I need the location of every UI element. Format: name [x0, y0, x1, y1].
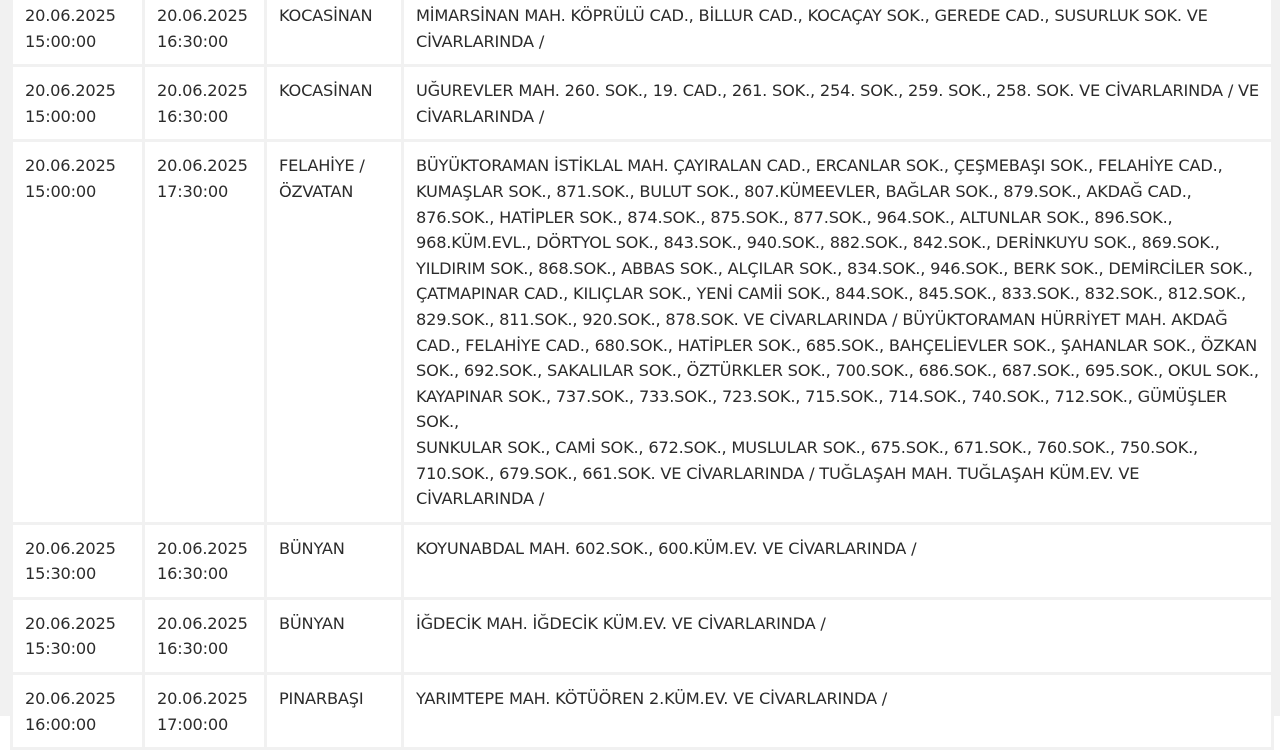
start-cell	[13, 600, 142, 672]
address-line: SUNKULAR SOK., CAMİ SOK., 672.SOK., MUSLULAR SOK., 675.SOK., 671.SOK., 760.SOK., 750.SOK.,	[416, 437, 1199, 457]
address-line: CİVARLARINDA /	[416, 106, 545, 126]
district-cell	[267, 0, 401, 64]
district-name: KOCASİNAN	[279, 81, 373, 101]
end-cell	[145, 142, 264, 521]
start-date: 20.06.2025	[25, 6, 116, 25]
end-cell	[145, 600, 264, 672]
end-date: 20.06.2025	[157, 6, 248, 25]
start-date: 20.06.2025	[25, 613, 116, 633]
table-row	[13, 675, 1271, 747]
district-name: ÖZVATAN	[279, 181, 354, 201]
start-time: 15:00:00	[25, 106, 97, 126]
end-cell	[145, 0, 264, 64]
address-line: 968.KÜM.EVL., DÖRTYOL SOK., 843.SOK., 940.SOK., 882.SOK., 842.SOK., DERİNKUYU SOK., 869.SOK.,	[416, 233, 1220, 253]
start-time: 16:00:00	[25, 714, 97, 734]
district-name: FELAHİYE /	[279, 156, 365, 176]
address-line: 710.SOK., 679.SOK., 661.SOK. VE CİVARLARINDA / TUĞLAŞAH MAH. TUĞLAŞAH KÜM.EV. VE	[416, 463, 1140, 483]
address-cell	[404, 67, 1271, 139]
table-body	[13, 0, 1271, 747]
address-cell	[404, 525, 1271, 597]
address-cell	[404, 600, 1271, 672]
address-line: CİVARLARINDA /	[416, 489, 545, 509]
district-cell	[267, 142, 401, 521]
address-line: UĞUREVLER MAH. 260. SOK., 19. CAD., 261. SOK., 254. SOK., 259. SOK., 258. SOK. VE CİVARLARINDA / VE	[416, 81, 1259, 101]
address-line: KUMAŞLAR SOK., 871.SOK., BULUT SOK., 807.KÜMEEVLER, BAĞLAR SOK., 879.SOK., AKDAĞ CAD.,	[416, 181, 1192, 201]
table-row	[13, 0, 1271, 64]
end-date: 20.06.2025	[157, 156, 248, 176]
end-time: 16:30:00	[157, 564, 229, 584]
district-cell	[267, 675, 401, 747]
start-time: 15:00:00	[25, 181, 97, 201]
start-cell	[13, 142, 142, 521]
start-time: 15:30:00	[25, 639, 97, 659]
district-name: BÜNYAN	[279, 538, 345, 558]
district-name: BÜNYAN	[279, 613, 345, 633]
district-name: PINARBAŞI	[279, 689, 364, 709]
end-date: 20.06.2025	[157, 689, 248, 709]
start-cell	[13, 67, 142, 139]
end-time: 16:30:00	[157, 106, 229, 126]
address-cell	[404, 142, 1271, 521]
district-cell	[267, 67, 401, 139]
end-date: 20.06.2025	[157, 613, 248, 633]
start-time: 15:30:00	[25, 564, 97, 584]
end-cell	[145, 525, 264, 597]
address-line: YARIMTEPE MAH. KÖTÜÖREN 2.KÜM.EV. VE CİVARLARINDA /	[416, 689, 888, 709]
end-cell	[145, 67, 264, 139]
start-cell	[13, 525, 142, 597]
start-time: 15:00:00	[25, 31, 97, 51]
address-line: CAD., FELAHİYE CAD., 680.SOK., HATİPLER SOK., 685.SOK., BAHÇELİEVLER SOK., ŞAHANLAR SOK., ÖZKAN	[416, 335, 1258, 355]
address-line: SOK., 692.SOK., SAKALILAR SOK., ÖZTÜRKLER SOK., 700.SOK., 686.SOK., 687.SOK., 695.SOK., OKUL SOK.,	[416, 361, 1259, 381]
table-row	[13, 600, 1271, 672]
address-cell	[404, 0, 1271, 64]
end-date: 20.06.2025	[157, 538, 248, 558]
district-name: KOCASİNAN	[279, 6, 373, 25]
address-line-spacer	[416, 712, 1259, 738]
district-cell	[267, 600, 401, 672]
start-date: 20.06.2025	[25, 156, 116, 176]
address-line: YILDIRIM SOK., 868.SOK., ABBAS SOK., ALÇILAR SOK., 834.SOK., 946.SOK., BERK SOK., DEMİRCİLER SOK.,	[416, 258, 1253, 278]
address-line: 876.SOK., HATİPLER SOK., 874.SOK., 875.SOK., 877.SOK., 964.SOK., ALTUNLAR SOK., 896.SOK.,	[416, 207, 1173, 227]
address-line: KOYUNABDAL MAH. 602.SOK., 600.KÜM.EV. VE CİVARLARINDA /	[416, 538, 917, 558]
end-time: 16:30:00	[157, 31, 229, 51]
address-line: KAYAPINAR SOK., 737.SOK., 733.SOK., 723.SOK., 715.SOK., 714.SOK., 740.SOK., 712.SOK., GÜMÜŞLER SOK.,	[416, 386, 1227, 432]
table-row	[13, 142, 1271, 521]
address-line: CİVARLARINDA /	[416, 31, 545, 51]
table-row	[13, 67, 1271, 139]
start-date: 20.06.2025	[25, 538, 116, 558]
district-cell	[267, 525, 401, 597]
address-line-spacer	[416, 636, 1259, 662]
start-date: 20.06.2025	[25, 81, 116, 101]
end-cell	[145, 675, 264, 747]
address-line: ÇATMAPINAR CAD., KILIÇLAR SOK., YENİ CAMİİ SOK., 844.SOK., 845.SOK., 833.SOK., 832.SOK., 812.SOK.,	[416, 284, 1246, 304]
table-row	[13, 525, 1271, 597]
start-date: 20.06.2025	[25, 689, 116, 709]
start-cell	[13, 675, 142, 747]
address-line: MİMARSİNAN MAH. KÖPRÜLÜ CAD., BİLLUR CAD., KOCAÇAY SOK., GEREDE CAD., SUSURLUK SOK. VE	[416, 6, 1208, 25]
end-time: 17:30:00	[157, 181, 229, 201]
end-time: 17:00:00	[157, 714, 229, 734]
start-cell	[13, 0, 142, 64]
address-cell	[404, 675, 1271, 747]
address-line: İĞDECİK MAH. İĞDECİK KÜM.EV. VE CİVARLARINDA /	[416, 613, 826, 633]
end-date: 20.06.2025	[157, 81, 248, 101]
address-line: BÜYÜKTORAMAN İSTİKLAL MAH. ÇAYIRALAN CAD., ERCANLAR SOK., ÇEŞMEBAŞI SOK., FELAHİYE CAD.,	[416, 156, 1223, 176]
address-line: 829.SOK., 811.SOK., 920.SOK., 878.SOK. VE CİVARLARINDA / BÜYÜKTORAMAN HÜRRİYET MAH. AKDAĞ	[416, 309, 1228, 329]
end-time: 16:30:00	[157, 639, 229, 659]
address-line-spacer	[416, 561, 1259, 587]
power-outage-table	[10, 0, 1274, 750]
